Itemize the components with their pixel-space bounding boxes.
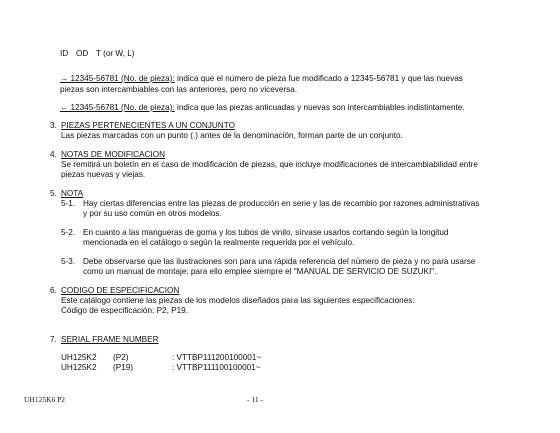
arrow-right-icon: → [60, 74, 69, 83]
dims-t: T (or W, L) [96, 49, 135, 58]
section-5-number: 5. [50, 189, 57, 198]
footer-doc-code: UH125K6 P2 [24, 395, 66, 404]
serial-row-2-model: UH125K2 [61, 363, 97, 372]
note-modified-part [60, 73, 463, 84]
section-6-number: 6. [50, 286, 57, 295]
section-4-line2: piezas nuevas y viejas. [61, 170, 146, 179]
footer-page-number: - 11 - [247, 395, 263, 404]
item-5-3-line1: Debe observarse que las ilustraciones son para una rápida referencia del número de pieza y no para usarse [83, 257, 476, 266]
section-4-line1: Se remitirá un boletín en el caso de modificación de piezas, que incluye modificaciones de intercambiabilidad entre [61, 160, 478, 169]
section-4-number: 4. [50, 150, 57, 159]
section-6-line2: Código de especificación: P2, P19. [61, 306, 188, 315]
dims-od: OD [76, 49, 89, 58]
item-5-1-line1: Hay ciertas diferencias entre las piezas de producción en serie y las de recambio por razones administrativas [83, 199, 480, 208]
item-5-1-line2: y por su uso común en otros modelos. [83, 209, 222, 218]
serial-row-1-number: : VTTBP111200100001~ [172, 353, 262, 362]
serial-row-1-spec: (P2) [113, 353, 129, 362]
note-modified-line2: piezas son intercambiables con las anteriores, pero no viceversa. [60, 85, 298, 94]
dims-id: ID [60, 49, 69, 58]
item-5-2-line2: mencionada en el catálogo o según la realmente requerida por el vehículo. [83, 238, 355, 247]
section-6-title: CODIGO DE ESPECIFICACION [61, 286, 180, 295]
section-5-title: NOTA [61, 189, 84, 198]
section-4-title: NOTAS DE MODIFICACION [61, 150, 166, 159]
item-5-3-number: 5-3. [61, 257, 76, 266]
section-3-title: PIEZAS PERTENECIENTES A UN CONJUNTO [61, 121, 235, 130]
item-5-2-line1: En cuanto a las mangueras de goma y los tubos de vinilo, sírvase usarlos cortando según la longitud [83, 228, 449, 237]
section-3-body: Las piezas marcadas con un punto (.) antes de la denominación, forman parte de un conjunto. [61, 131, 403, 140]
section-3-number: 3. [50, 121, 57, 130]
item-5-1-number: 5-1. [61, 199, 76, 208]
section-7-title: SERIAL FRAME NUMBER [61, 335, 159, 344]
arrow-left-icon: ← [60, 103, 69, 112]
section-7-number: 7. [50, 335, 57, 344]
section-6-line1: Este catálogo contiene las piezas de los modelos diseñados para las siguientes especificaciones: [61, 296, 415, 305]
note-modified-line1: indica que el número de pieza fue modificado a 12345-56781 y que las nuevas [174, 74, 463, 83]
serial-row-2-spec: (P19) [113, 363, 134, 372]
serial-row-1-model: UH125K2 [61, 353, 97, 362]
note-modified-code: 12345-56781 (No. de pieza): [70, 74, 175, 83]
serial-row-2-number: : VTTBP111100100001~ [172, 363, 261, 372]
note-interchangeable-code: 12345-56781 (No. de pieza): [70, 103, 175, 112]
item-5-3-line2: como un manual de montaje: para ello emplee siempre el "MANUAL DE SERVICIO DE SUZUKI". [83, 267, 437, 276]
note-interchangeable-line1: indica que las piezas anticuadas y nuevas son intercambiables indistintamente. [174, 103, 465, 112]
item-5-2-number: 5-2. [61, 228, 76, 237]
note-interchangeable-part [60, 102, 465, 113]
